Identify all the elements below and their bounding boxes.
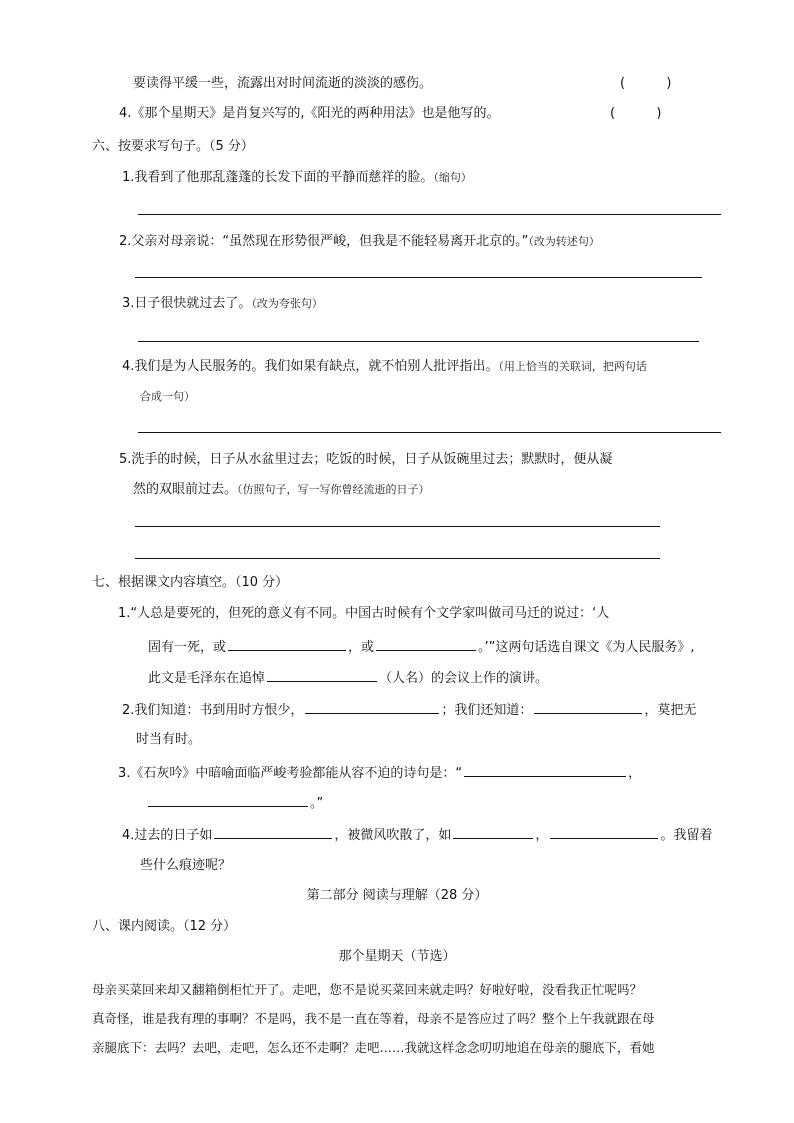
judgement-item-3-tail: 要读得平缓一些，流露出对时间流逝的淡淡的感伤。	[133, 76, 433, 91]
instruction-note: （改为夸张句）	[251, 297, 323, 310]
fill-blank[interactable]	[305, 699, 439, 714]
question-text: 3.《石灰吟》中暗喻面临严峻考验都能从容不迫的诗句是：“	[118, 766, 463, 781]
question-text: ，莫把无	[644, 703, 697, 718]
question-7-2-line-2: 时当有时。	[136, 732, 202, 747]
question-text: 2.父亲对母亲说：“虽然现在形势很严峻，但我是不能轻易离开北京的。”	[119, 234, 529, 249]
passage-line: 真奇怪，谁是我有理的事啊？不是吗，我不是一直在等着，母亲不是答应过了吗？整个上午我就跟在母	[92, 1011, 655, 1026]
question-text: 。我留着	[660, 828, 713, 843]
question-text: ；我们还知道：	[441, 703, 533, 718]
question-text: 3.日子很快就过去了。	[122, 296, 252, 311]
part-2-heading: 第二部分 阅读与理解（28 分）	[306, 888, 488, 903]
fill-blank[interactable]	[464, 762, 626, 777]
instruction-note: （改为转述句）	[528, 235, 600, 248]
question-6-1	[122, 168, 472, 188]
answer-paren-4[interactable]: ( )	[610, 106, 662, 121]
section-7-heading: 七、根据课文内容填空。（10 分）	[92, 575, 289, 590]
question-text: ，	[535, 828, 549, 843]
instruction-note: （用上恰当的关联词，把两句话	[498, 360, 647, 373]
answer-line[interactable]	[138, 432, 721, 433]
question-7-1-line-1: 1.“人总是要死的，但死的意义有不同。中国古时候有个文学家叫做司马迁的说过：‘人	[118, 606, 610, 621]
passage-title: 那个星期天（节选）	[338, 949, 456, 964]
question-text: 然的双眼前过去。	[133, 482, 238, 497]
question-7-4-line-2: 些什么痕迹呢？	[140, 858, 232, 873]
answer-line[interactable]	[135, 558, 660, 559]
answer-line[interactable]	[135, 526, 660, 527]
question-text: 4.过去的日子如	[122, 828, 213, 843]
instruction-note: （仿照句子，写一写你曾经流逝的日子）	[237, 483, 430, 496]
fill-blank[interactable]	[228, 636, 346, 651]
question-text: 4.我们是为人民服务的。我们如果有缺点，就不怕别人批评指出。	[122, 359, 499, 374]
fill-blank[interactable]	[214, 824, 332, 839]
question-6-5-cont	[133, 480, 430, 500]
question-text: 2.我们知道：书到用时方恨少，	[122, 703, 304, 718]
passage-line: 亲腿底下：去吗？去吧，走吧，怎么还不走啊？走吧……我就这样念念叨叨地追在母亲的腿底下，看她	[92, 1040, 655, 1055]
question-7-1-line-2	[148, 636, 695, 658]
instruction-note-cont: 合成一句）	[140, 390, 195, 403]
instruction-note: （缩句）	[433, 171, 472, 184]
fill-blank[interactable]	[376, 636, 476, 651]
question-text: ，	[628, 766, 642, 781]
fill-blank[interactable]	[550, 824, 658, 839]
section-6-heading: 六、按要求写句子。（5 分）	[92, 139, 254, 154]
fill-blank[interactable]	[148, 792, 308, 807]
question-7-1-line-3	[148, 667, 548, 689]
question-text: ，或	[348, 640, 375, 655]
question-text: 。’”这两句话选自课文《为人民服务》,	[478, 640, 695, 655]
judgement-item-4: 4.《那个星期天》是肖复兴写的,《阳光的两种用法》也是他写的。	[119, 106, 500, 121]
question-7-2-line-1	[122, 699, 696, 721]
question-6-2	[119, 232, 600, 252]
answer-line[interactable]	[138, 214, 721, 215]
question-text: ，被微风吹散了，如	[334, 828, 452, 843]
answer-line[interactable]	[135, 277, 702, 278]
fill-blank[interactable]	[453, 824, 533, 839]
fill-blank[interactable]	[534, 699, 642, 714]
question-text: （人名）的会议上作的演讲。	[379, 671, 549, 686]
answer-paren-3[interactable]: ( )	[620, 76, 672, 91]
question-6-4	[122, 357, 647, 377]
question-7-3-line-2	[146, 792, 323, 814]
answer-line[interactable]	[138, 341, 699, 342]
question-text: 固有一死，或	[148, 640, 227, 655]
question-7-3-line-1	[118, 762, 641, 784]
question-7-4-line-1	[122, 824, 712, 846]
question-6-5: 5.洗手的时候，日子从水盆里过去；吃饭的时候，日子从饭碗里过去；默默时，便从凝	[119, 452, 613, 467]
question-text: 1.我看到了他那乱蓬蓬的长发下面的平静而慈祥的脸。	[122, 170, 434, 185]
passage-body	[92, 975, 732, 1062]
section-8-heading: 八、课内阅读。（12 分）	[92, 919, 237, 934]
question-text: 。”	[310, 796, 324, 811]
question-text: 此文是毛泽东在追悼	[148, 671, 266, 686]
question-6-3	[122, 294, 323, 314]
passage-line: 母亲买菜回来却又翻箱倒柜忙开了。走吧，您不是说买菜回来就走吗？好啦好啦，没看我正忙呢吗？	[92, 982, 643, 997]
fill-blank[interactable]	[267, 667, 377, 682]
